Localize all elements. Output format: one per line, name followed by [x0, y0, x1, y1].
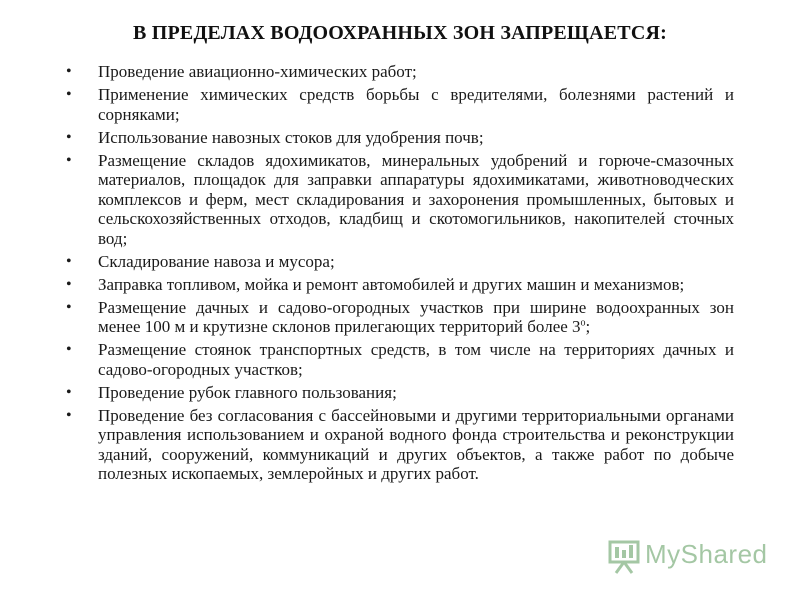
list-item-text: Заправка топливом, мойка и ремонт автомобилей и других машин и механизмов;	[98, 274, 685, 294]
list-item-text: Использование навозных стоков для удобрения почв;	[98, 127, 484, 147]
presentation-board-icon	[607, 539, 641, 575]
slide-title: В ПРЕДЕЛАХ ВОДООХРАННЫХ ЗОН ЗАПРЕЩАЕТСЯ:	[133, 22, 667, 44]
bullet-icon: •	[66, 86, 72, 103]
list-item	[62, 151, 734, 249]
list-item	[62, 406, 734, 484]
bullet-icon: •	[66, 63, 72, 80]
list-item-text: Применение химических средств борьбы с вредителями, болезнями растений и сорняками;	[98, 85, 734, 124]
bullet-icon: •	[66, 252, 72, 270]
list-item	[62, 383, 734, 403]
list-item-text: Проведение без согласования с бассейновыми и другими территориальными органами управления использованием и охраной водного фонда строительства и реконструкции зданий, сооружений, коммуникаций и других объектов, а также работ по добыче полезных ископаемых, землеройных и других работ.	[98, 405, 734, 483]
list-item	[62, 298, 734, 337]
bullet-icon: •	[66, 275, 72, 293]
list-item-text: Проведение авиационно-химических работ;	[98, 62, 417, 81]
list-item	[62, 252, 734, 272]
bullet-icon: •	[66, 128, 72, 146]
prohibitions-list	[62, 62, 734, 487]
watermark-text: MyShared	[645, 539, 768, 569]
list-item-text: Размещение дачных и садово-огородных участков при ширине водоохранных зон менее 100 м и крутизне склонов прилегающих территорий более 3	[98, 297, 734, 336]
list-item	[62, 62, 734, 82]
list-item-text: Размещение складов ядохимикатов, минеральных удобрений и горюче-смазочных материалов, площадок для заправки аппаратуры ядохимикатами, животноводческих комплексов и ферм, мест складирования и захоронения промышленных, бытовых и сельскохозяйственных отходов, кладбищ и скотомогильников, накопителей сточных вод;	[98, 150, 734, 248]
bullet-icon: •	[66, 383, 72, 401]
list-item-text: Размещение стоянок транспортных средств, в том числе на территориях дачных и садово-огородных участков;	[98, 340, 734, 379]
bullet-icon: •	[66, 298, 72, 316]
list-item	[62, 85, 734, 124]
list-item-text: Складирование навоза и мусора;	[98, 251, 335, 271]
list-item	[62, 128, 734, 148]
bullet-icon: •	[66, 406, 72, 424]
bullet-icon: •	[66, 341, 72, 358]
bullet-icon: •	[66, 151, 72, 169]
list-item-text: Проведение рубок главного пользования;	[98, 382, 397, 402]
list-item	[62, 275, 734, 295]
list-item	[62, 340, 734, 379]
degree-superscript: о	[580, 317, 586, 329]
list-item-suffix: ;	[585, 317, 591, 336]
watermark	[605, 537, 785, 577]
